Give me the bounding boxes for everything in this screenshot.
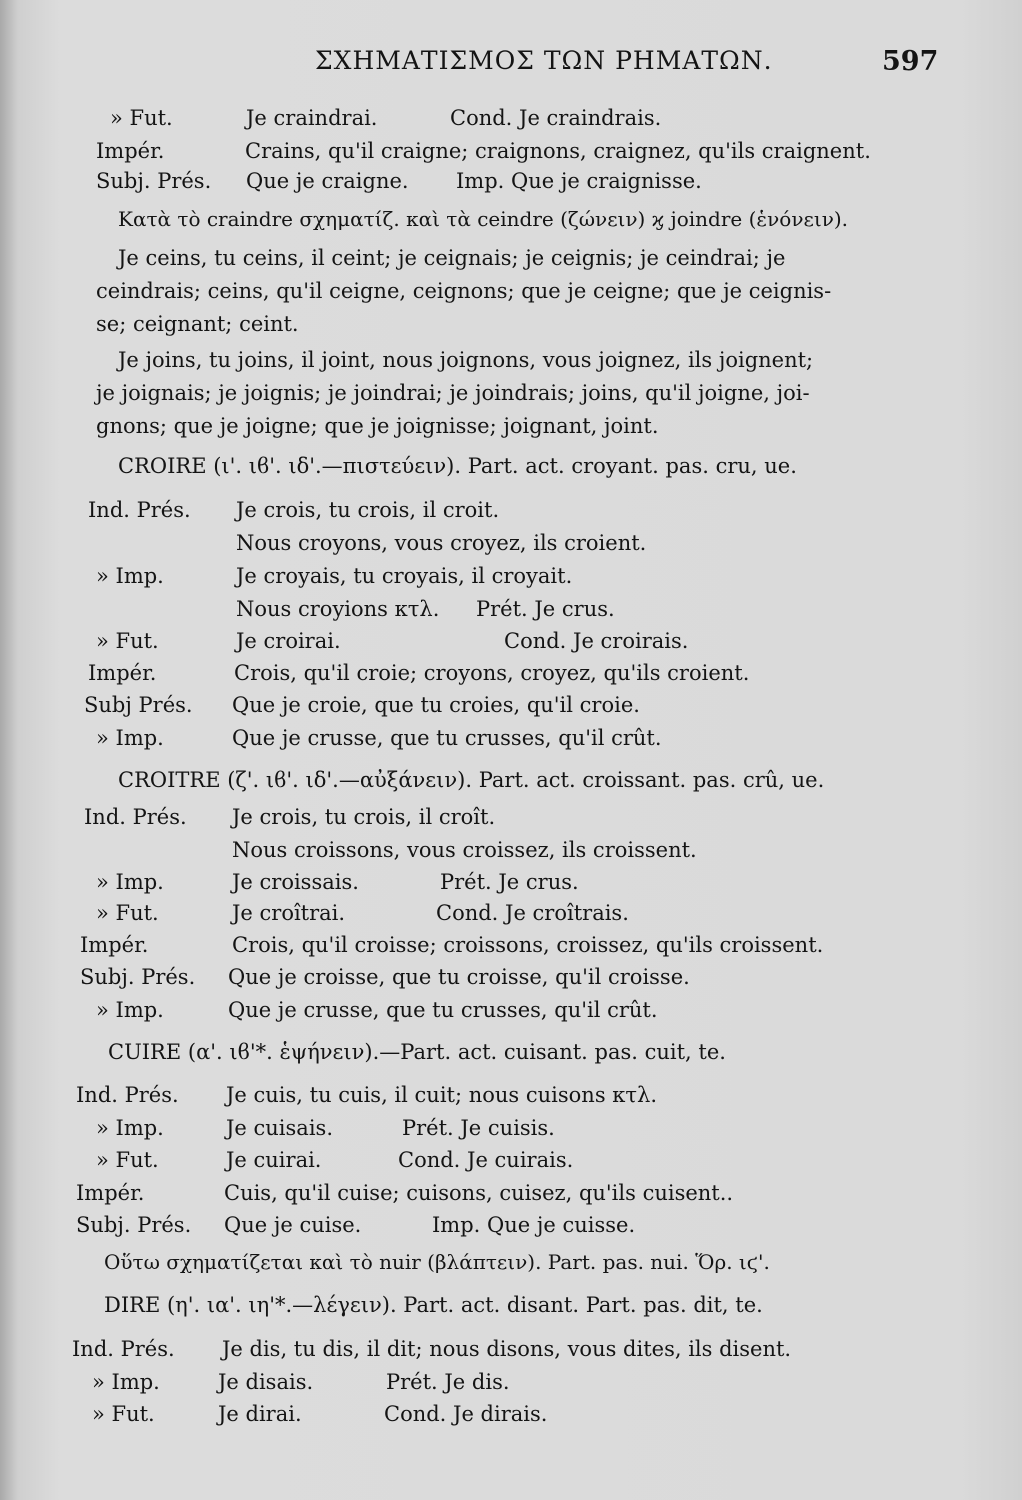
line-col2: Prét. Je cuisis.	[402, 1116, 555, 1140]
line-col1: Que je crusse, que tu crusses, qu'il crût.	[228, 998, 658, 1022]
text-line: Je ceins, tu ceins, il ceint; je ceignais; je ceignis; je ceindrai; je	[118, 246, 786, 270]
line-label: » Fut.	[110, 106, 173, 130]
line-label: » Imp.	[96, 564, 164, 588]
running-title: ΣΧΗΜΑΤΙΣΜΟΣ ΤΩΝ ΡΗΜΑΤΩΝ.	[315, 46, 773, 75]
line-col2: Cond. Je croirais.	[504, 629, 689, 653]
line-col1: Je cuirai.	[226, 1148, 322, 1172]
line-col1: Je croissais.	[232, 870, 359, 894]
line-col1: Que je croisse, que tu croisse, qu'il croisse.	[228, 965, 690, 989]
text-line: Οὕτω σχηματίζεται καὶ τὸ nuir (βλάπτειν). Part. pas. nui. Ὅρ. ιϛ'.	[104, 1250, 770, 1274]
line-col2: Cond. Je cuirais.	[398, 1148, 574, 1172]
verb-heading: DIRE (η'. ια'. ιη'*.—λέγειν). Part. act. disant. Part. pas. dit, te.	[104, 1293, 763, 1317]
line-col1: Je croîtrai.	[232, 901, 346, 925]
line-label: Subj Prés.	[84, 693, 193, 717]
line-label: » Fut.	[92, 1402, 155, 1426]
line-col1: Nous croyons, vous croyez, ils croient.	[236, 531, 647, 555]
line-col2: Cond. Je dirais.	[384, 1402, 548, 1426]
line-label: » Fut.	[96, 629, 159, 653]
page-number: 597	[882, 46, 939, 77]
text-line	[96, 626, 688, 656]
line-col1: Je dis, tu dis, il dit; nous disons, vous dites, ils disent.	[222, 1337, 792, 1361]
line-col1: Que je crusse, que tu crusses, qu'il crût.	[232, 726, 662, 750]
text-line	[96, 898, 629, 928]
text-line	[96, 1145, 573, 1175]
text-line: se; ceignant; ceint.	[96, 312, 299, 336]
line-col2: Cond. Je craindrais.	[450, 106, 662, 130]
line-label: » Imp.	[96, 726, 164, 750]
line-col1: Je dirai.	[218, 1402, 302, 1426]
text-line	[96, 136, 871, 166]
line-col1: Je craindrai.	[246, 106, 378, 130]
line-col1: Crois, qu'il croisse; croissons, croissez, qu'ils croissent.	[232, 933, 824, 957]
text-line	[76, 1178, 733, 1208]
verb-heading: CROITRE (ζ'. ιϐ'. ιδ'.—αὐξάνειν). Part. act. croissant. pas. crû, ue.	[118, 768, 825, 792]
verb-heading: CROIRE (ι'. ιϐ'. ιδ'.—πιστεύειν). Part. act. croyant. pas. cru, ue.	[118, 454, 797, 478]
line-label: » Fut.	[96, 1148, 159, 1172]
line-col1: Crois, qu'il croie; croyons, croyez, qu'ils croient.	[234, 661, 750, 685]
line-label: » Imp.	[96, 1116, 164, 1140]
page-header	[0, 46, 1022, 86]
text-line	[72, 1334, 791, 1364]
line-col1: Je cuisais.	[226, 1116, 333, 1140]
line-col1: Nous croyions κτλ.	[236, 597, 440, 621]
line-col1: Crains, qu'il craigne; craignons, craignez, qu'ils craignent.	[245, 139, 871, 163]
text-line	[232, 835, 697, 865]
line-col1: Je croirai.	[236, 629, 341, 653]
text-line	[88, 658, 749, 688]
line-col1: Que je cuise.	[224, 1213, 362, 1237]
text-line: ceindrais; ceins, qu'il ceigne, ceignons; que je ceigne; que je ceignis-	[96, 279, 832, 303]
text-line	[96, 561, 572, 591]
text-line	[96, 166, 702, 196]
line-col1: Que je craigne.	[246, 169, 409, 193]
line-col1: Je crois, tu crois, il croit.	[236, 498, 500, 522]
line-col2: Cond. Je croîtrais.	[436, 901, 629, 925]
line-label: Impér.	[80, 933, 149, 957]
text-line	[92, 1367, 510, 1397]
line-col2: Prét. Je crus.	[476, 597, 615, 621]
line-label: » Imp.	[96, 870, 164, 894]
text-line: je joignais; je joignis; je joindrai; je joindrais; joins, qu'il joigne, joi-	[96, 381, 810, 405]
text-line: gnons; que je joigne; que je joignisse; joignant, joint.	[96, 414, 659, 438]
text-line	[88, 495, 499, 525]
text-line	[236, 594, 615, 624]
line-label: Subj. Prés.	[76, 1213, 192, 1237]
line-label: Impér.	[96, 139, 165, 163]
line-col1: Je cuis, tu cuis, il cuit; nous cuisons κτλ.	[226, 1083, 657, 1107]
line-label: Ind. Prés.	[76, 1083, 179, 1107]
verb-heading: CUIRE (α'. ιϐ'*. ἑψήνειν).—Part. act. cuisant. pas. cuit, te.	[108, 1040, 726, 1064]
line-col1: Je disais.	[218, 1370, 314, 1394]
line-label: Impér.	[76, 1181, 145, 1205]
line-col1: Cuis, qu'il cuise; cuisons, cuisez, qu'ils cuisent..	[224, 1181, 734, 1205]
text-line	[96, 995, 658, 1025]
line-col1: Nous croissons, vous croissez, ils croissent.	[232, 838, 697, 862]
line-col2: Imp. Que je cuisse.	[432, 1213, 636, 1237]
line-col2: Prét. Je crus.	[440, 870, 579, 894]
text-line	[96, 723, 662, 753]
line-label: » Fut.	[96, 901, 159, 925]
line-col1: Que je croie, que tu croies, qu'il croie.	[232, 693, 640, 717]
text-line: Je joins, tu joins, il joint, nous joignons, vous joignez, ils joignent;	[118, 348, 814, 372]
text-line	[80, 962, 690, 992]
line-label: Ind. Prés.	[88, 498, 191, 522]
text-line: Κατὰ τὸ craindre σχηματίζ. καὶ τὰ ceindre (ζώνειν) ϗ joindre (ἑνόνειν).	[118, 207, 849, 231]
line-col2: Prét. Je dis.	[386, 1370, 510, 1394]
line-label: Impér.	[88, 661, 157, 685]
line-col1: Je croyais, tu croyais, il croyait.	[236, 564, 573, 588]
line-label: » Imp.	[96, 998, 164, 1022]
line-label: Ind. Prés.	[72, 1337, 175, 1361]
line-label: Ind. Prés.	[84, 805, 187, 829]
text-line	[96, 867, 579, 897]
line-label: » Imp.	[92, 1370, 160, 1394]
text-line	[84, 802, 495, 832]
text-line	[84, 690, 640, 720]
text-line	[76, 1210, 635, 1240]
line-col2: Imp. Que je craignisse.	[456, 169, 702, 193]
line-col1: Je crois, tu crois, il croît.	[232, 805, 496, 829]
text-line	[236, 528, 646, 558]
text-line	[110, 103, 661, 133]
line-label: Subj. Prés.	[80, 965, 196, 989]
text-line	[92, 1399, 547, 1429]
text-line	[96, 1113, 555, 1143]
text-line	[80, 930, 823, 960]
text-line	[76, 1080, 657, 1110]
line-label: Subj. Prés.	[96, 169, 212, 193]
